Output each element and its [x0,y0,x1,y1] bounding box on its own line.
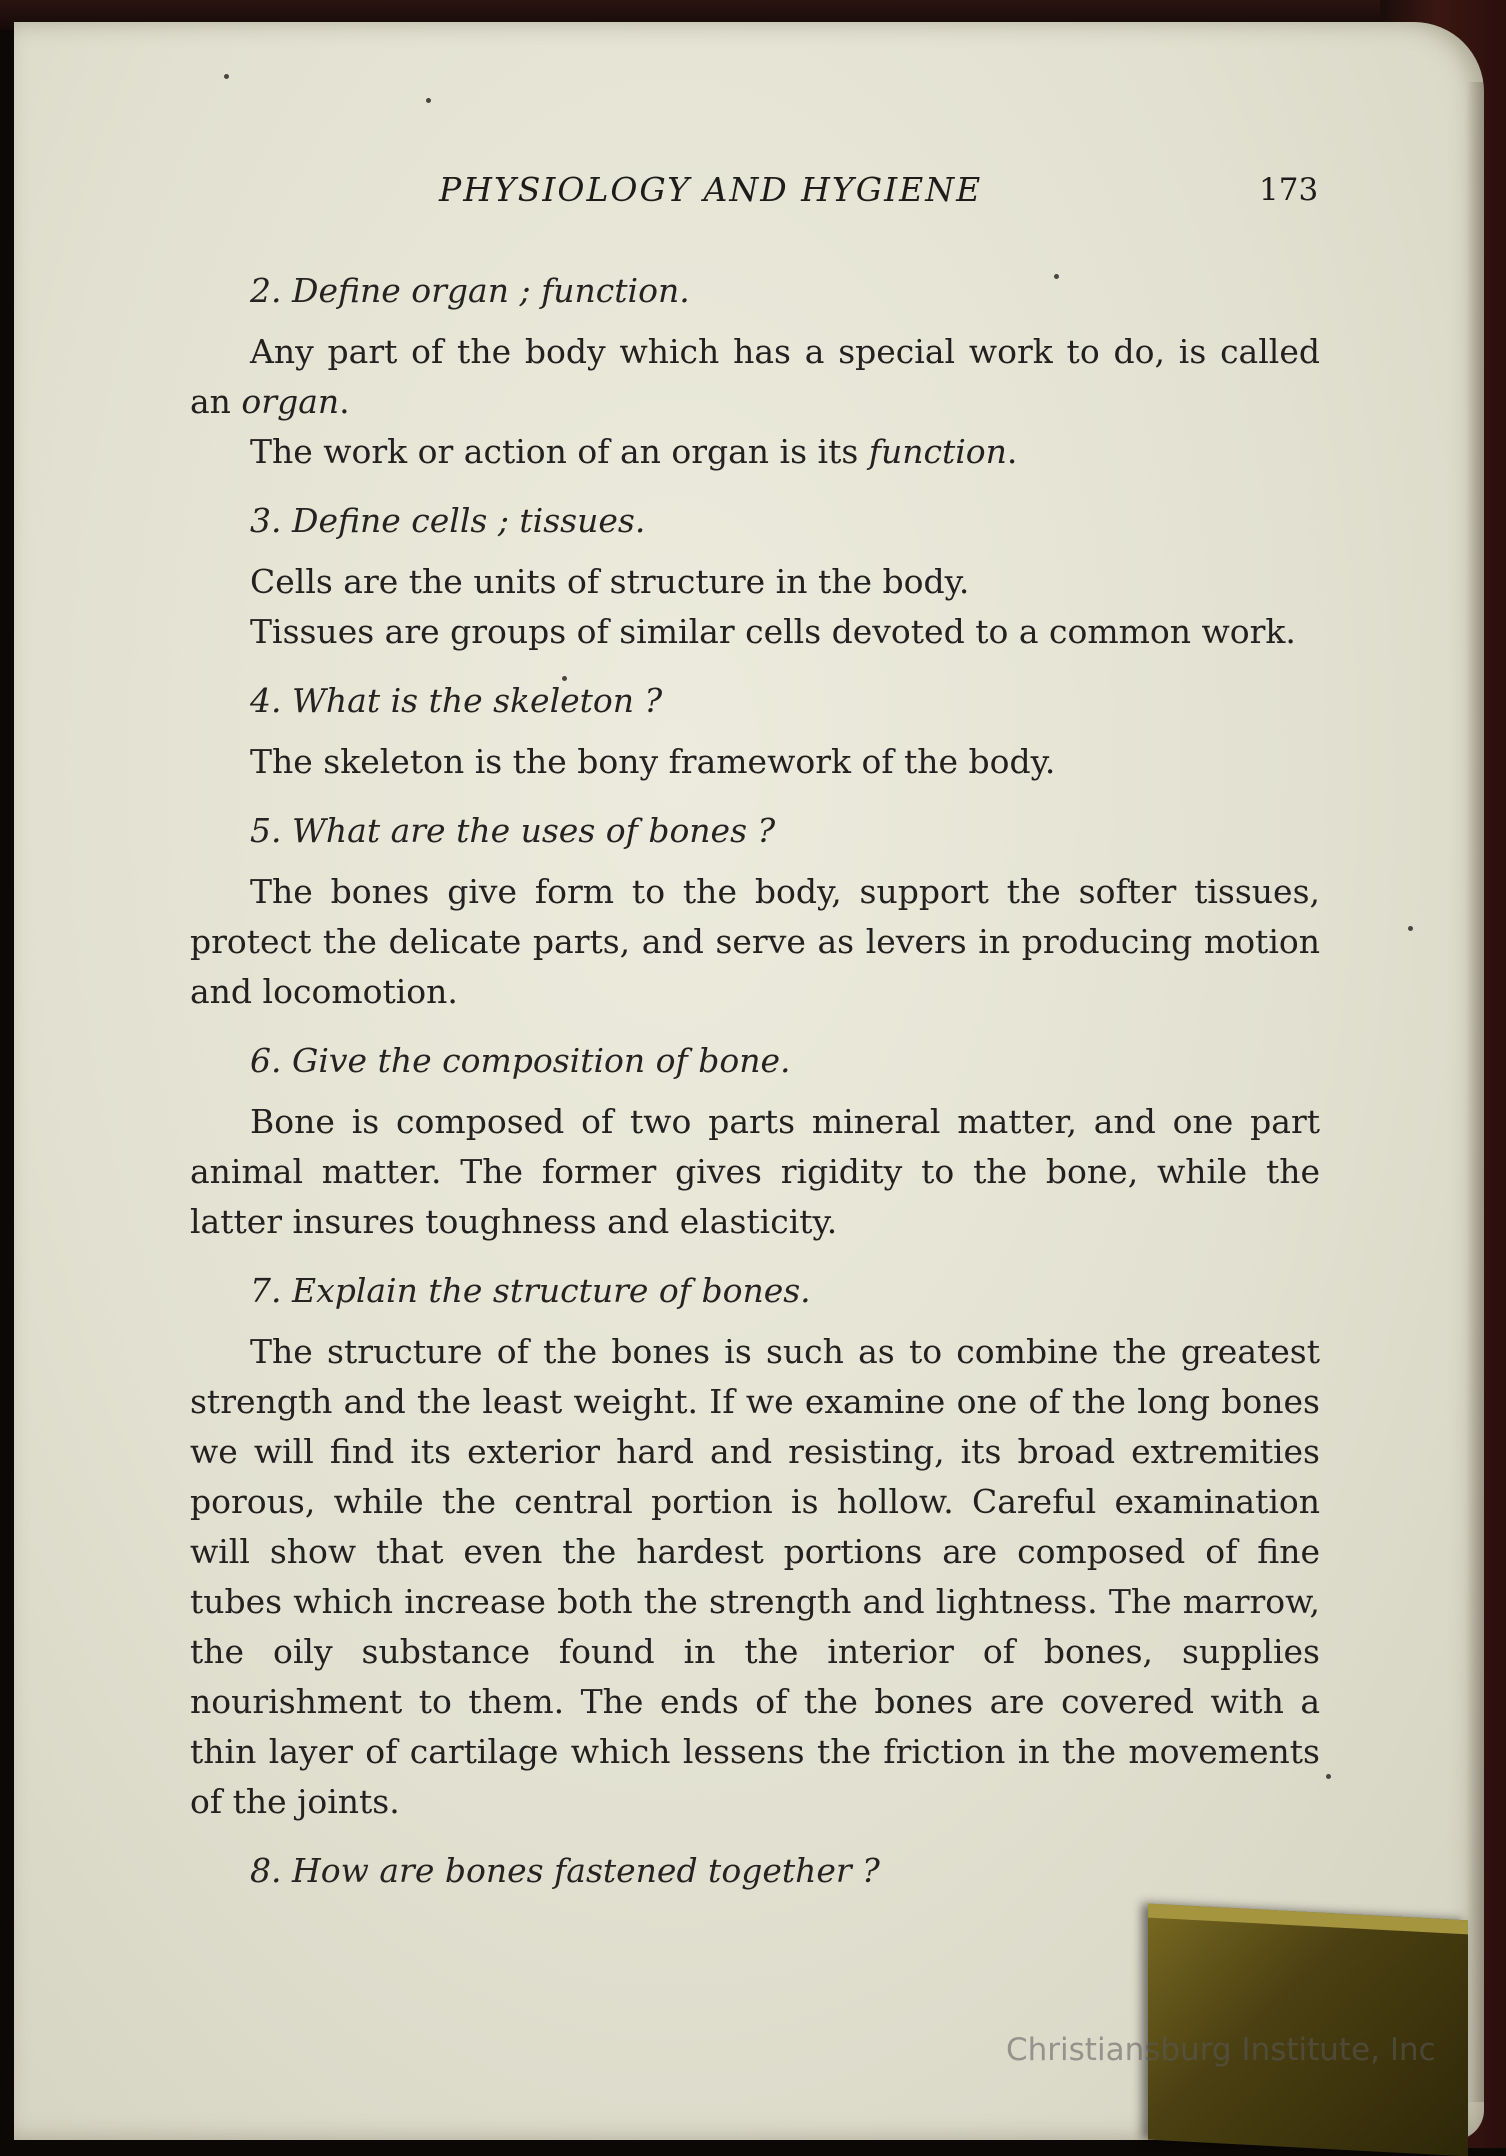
question-4 [190,677,1320,725]
question-3 [190,497,1320,545]
paper-speck [1054,274,1059,279]
question-number: 7. [250,1271,282,1310]
italic-term: function [868,432,1007,471]
running-header [439,170,1339,220]
question-number: 8. [250,1851,282,1890]
paper-speck [1408,926,1413,931]
page-body [190,267,1320,1907]
question-number: 5. [250,811,282,850]
answer-paragraph: Cells are the units of structure in the body. [250,562,970,601]
question-number: 3. [250,501,282,540]
question-number: 4. [250,681,282,720]
page-edge-shadow [1466,82,1484,2102]
book-page [14,22,1484,2140]
question-text: What are the uses of bones ? [292,811,776,850]
question-text: What is the skeleton ? [292,681,663,720]
question-text: Explain the structure of bones. [292,1271,811,1310]
answer-paragraph: The structure of the bones is such as to combine the greatest strength and the least weight. If we examine one of the long bones we will find its exterior hard and resisting, its broad extremities porous, while the central portion is hollow. Careful examination will show that even the hardest portions are composed of fine tubes which increase both the strength and lightness. The marrow, the oily substance found in the interior of bones, supplies nourishment to them. The ends of the bones are covered with a thin layer of cartilage which lessens the friction in the movements of the joints. [190,1332,1320,1821]
answer-paragraph: The work or action of an organ is its function. [250,432,1018,471]
answer-paragraph: Bone is composed of two parts mineral matter, and one part animal matter. The former gives rigidity to the bone, while the latter insures toughness and elasticity. [190,1102,1320,1241]
question-6 [190,1037,1320,1085]
question-number: 6. [250,1041,282,1080]
question-text: Give the composition of bone. [292,1041,791,1080]
answer-paragraph: The skeleton is the bony framework of the body. [250,742,1056,781]
question-text: How are bones fastened together ? [292,1851,880,1890]
paper-speck [224,74,229,79]
answer-paragraph: The bones give form to the body, support the softer tissues, protect the delicate parts, and serve as levers in producing motion and locomotion. [190,872,1320,1011]
paper-speck [562,676,567,681]
page-number: 173 [1259,172,1319,208]
question-2 [190,267,1320,315]
brass-clip [1148,1904,1468,2156]
answer-paragraph: Tissues are groups of similar cells devoted to a common work. [250,612,1296,651]
paper-speck [1326,1774,1331,1779]
question-text: Define organ ; function. [292,271,690,310]
answer-paragraph: Any part of the body which has a special work to do, is called an organ. [190,332,1320,421]
italic-term: organ [241,382,340,421]
question-5 [190,807,1320,855]
question-8 [190,1847,1320,1895]
question-number: 2. [250,271,282,310]
question-7 [190,1267,1320,1315]
paper-speck [426,98,431,103]
question-text: Define cells ; tissues. [292,501,646,540]
running-title: PHYSIOLOGY AND HYGIENE [439,170,983,209]
watermark-text: Christiansburg Institute, Inc [1006,2032,1436,2068]
